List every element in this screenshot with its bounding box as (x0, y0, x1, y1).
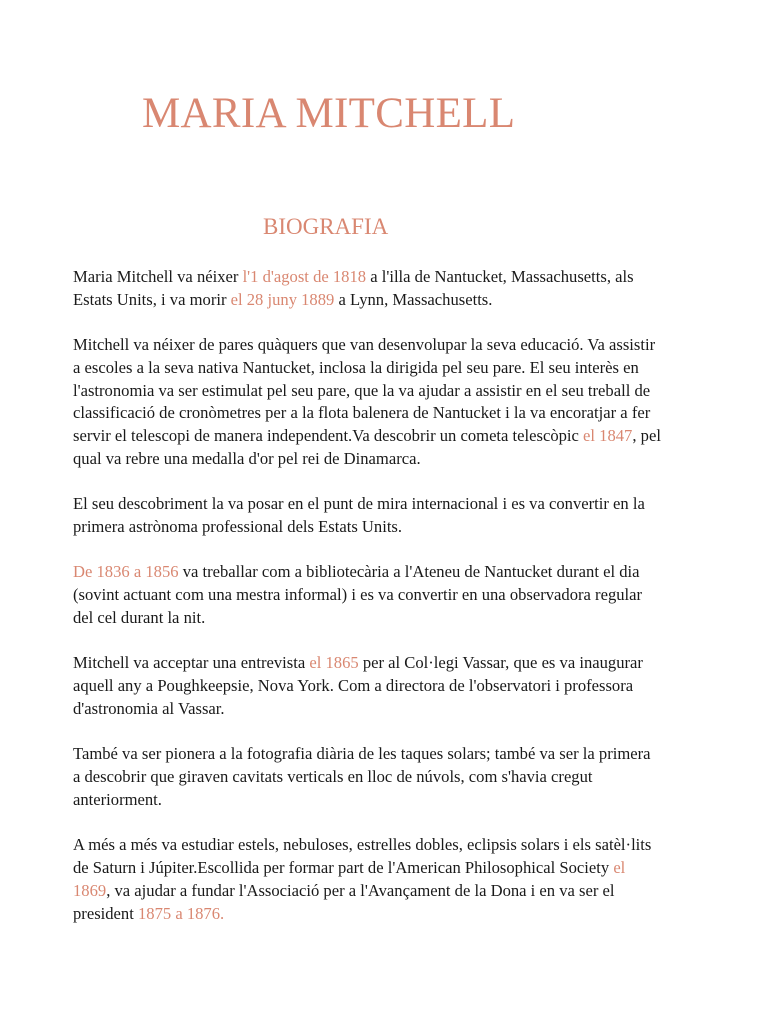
paragraph-line (73, 266, 733, 289)
paragraph (73, 266, 733, 312)
highlighted-date: 1869 (73, 880, 107, 900)
text-segment: a descobrir que giraven cavitats verticals en lloc de núvols, com s'havia cregut (73, 767, 593, 787)
highlighted-date: 1875 a 1876. (137, 903, 225, 923)
document-title: MARIA MITCHELL (142, 90, 516, 137)
text-segment: aquell any a Poughkeepsie, Nova York. Com a directora de l'observatori i professora (73, 676, 634, 696)
paragraph-line (73, 402, 733, 425)
highlighted-date: el (613, 857, 626, 877)
paragraph-line (73, 493, 733, 516)
text-segment: per al Col·legi Vassar, que es va inaugurar (358, 653, 643, 673)
text-segment: A més a més va estudiar estels, nebuloses, estrelles dobles, eclipsis solars i els satèl·lits (73, 835, 652, 855)
text-segment: va treballar com a bibliotecària a l'Ateneu de Nantucket durant el dia (178, 562, 640, 582)
text-segment: , va ajudar a fundar l'Associació per a l'Avançament de la Dona i en va ser el (106, 880, 615, 900)
section-heading: BIOGRAFIA (263, 214, 389, 239)
text-segment: anteriorment. (73, 789, 162, 809)
text-segment: També va ser pionera a la fotografia diària de les taques solars; també va ser la primera (73, 744, 651, 764)
text-segment: El seu descobriment la va posar en el punt de mira internacional i es va convertir en la (73, 494, 645, 514)
text-segment: d'astronomia al Vassar. (73, 698, 225, 718)
text-segment: a l'illa de Nantucket, Massachusetts, als (366, 267, 634, 286)
text-segment: Mitchell va acceptar una entrevista (73, 653, 310, 673)
highlighted-date: De 1836 a 1856 (73, 562, 179, 582)
text-segment: , pel (632, 426, 661, 446)
paragraph (73, 561, 733, 629)
paragraph-line (73, 425, 733, 448)
paragraph-line (73, 903, 733, 926)
paragraph (73, 834, 733, 925)
paragraph-line (73, 516, 733, 539)
paragraph (73, 493, 733, 539)
text-segment: classificació de cronòmetres per a la flota balenera de Nantucket i la va encoratjar a fer (73, 403, 651, 423)
highlighted-date: el 1847 (583, 426, 633, 446)
text-segment: president (73, 903, 138, 923)
highlighted-date: l'1 d'agost de 1818 (242, 267, 367, 286)
paragraph-line (73, 561, 733, 584)
text-segment: de Saturn i Júpiter.Escollida per formar part de l'American Philosophical Society (73, 857, 614, 877)
paragraph-line (73, 834, 733, 857)
paragraph-line (73, 289, 733, 312)
paragraph-line (73, 766, 733, 789)
paragraph-line (73, 743, 733, 766)
paragraph-line (73, 698, 733, 721)
paragraph-line (73, 675, 733, 698)
paragraph-line (73, 334, 733, 357)
text-segment: del cel durant la nit. (73, 608, 206, 628)
text-segment: Estats Units, i va morir (73, 289, 231, 309)
paragraph-line (73, 880, 733, 903)
paragraph-line (73, 357, 733, 380)
text-segment: Maria Mitchell va néixer (73, 267, 243, 286)
paragraph-line (73, 380, 733, 403)
text-segment: l'astronomia va ser estimulat pel seu pare, que la va ajudar a assistir en el seu treball de (73, 380, 651, 400)
text-segment: a Lynn, Massachusetts. (334, 289, 493, 309)
text-segment: primera astrònoma professional dels Estats Units. (73, 517, 403, 537)
paragraph (73, 652, 733, 720)
paragraph-line (73, 857, 733, 880)
paragraph-line (73, 789, 733, 812)
document-body (73, 266, 733, 948)
paragraph-line (73, 607, 733, 630)
text-segment: qual va rebre una medalla d'or pel rei de Dinamarca. (73, 449, 421, 469)
text-segment: a escoles a la seva nativa Nantucket, inclosa la dirigida pel seu pare. El seu interès en (73, 357, 639, 377)
paragraph-line (73, 584, 733, 607)
paragraph (73, 743, 733, 811)
text-segment: servir el telescopi de manera independent.Va descobrir un cometa telescòpic (73, 426, 584, 446)
paragraph (73, 334, 733, 471)
text-segment: Mitchell va néixer de pares quàquers que van desenvolupar la seva educació. Va assistir (73, 335, 656, 355)
highlighted-date: el 1865 (309, 653, 359, 673)
highlighted-date: el 28 juny 1889 (230, 289, 335, 309)
text-segment: (sovint actuant com una mestra informal) i es va convertir en una observadora regular (73, 585, 643, 605)
paragraph-line (73, 448, 733, 471)
paragraph-line (73, 652, 733, 675)
